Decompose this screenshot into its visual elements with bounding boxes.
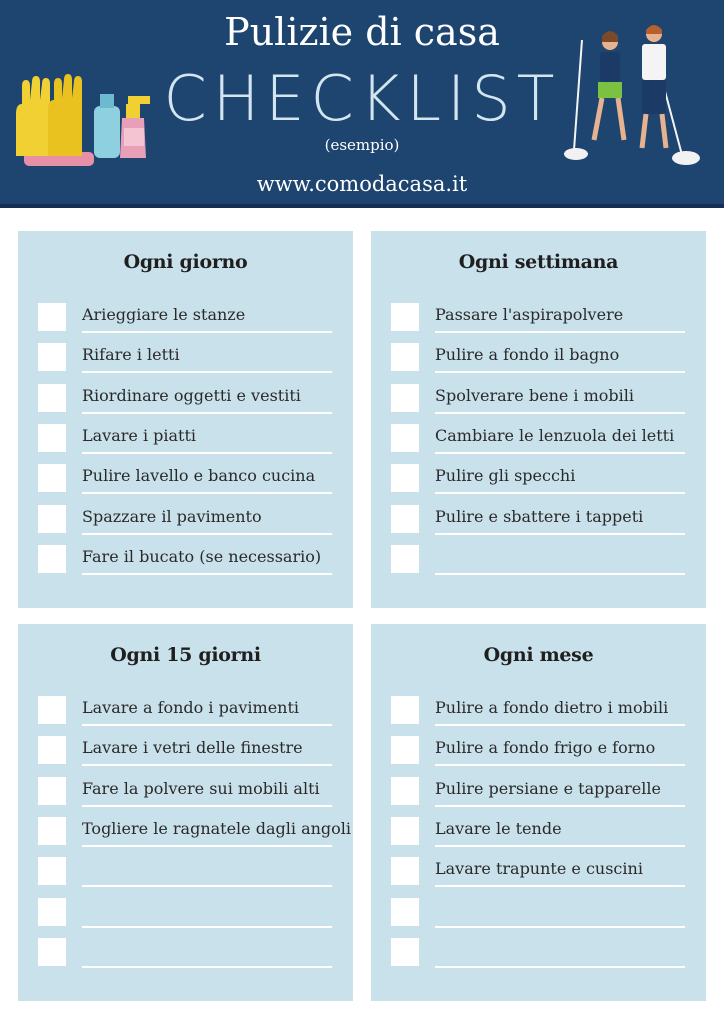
checkbox[interactable] — [38, 384, 66, 412]
underline-divider — [435, 492, 685, 494]
underline-divider — [435, 926, 685, 928]
underline-divider — [82, 805, 332, 807]
underline-divider — [435, 885, 685, 887]
section-card-ogni-15-giorni — [18, 624, 353, 1001]
item-label: Rifare i letti — [82, 345, 180, 364]
item-label: Cambiare le lenzuola dei letti — [435, 426, 675, 445]
item-label: Arieggiare le stanze — [82, 305, 246, 324]
underline-divider — [82, 533, 332, 535]
underline-divider — [435, 331, 685, 333]
item-label: Spazzare il pavimento — [82, 507, 262, 526]
checkbox[interactable] — [391, 464, 419, 492]
checkbox[interactable] — [38, 424, 66, 452]
subtitle: (esempio) — [324, 136, 400, 154]
header-banner — [0, 0, 724, 208]
underline-divider — [435, 573, 685, 575]
checkbox[interactable] — [391, 545, 419, 573]
section-title: Ogni mese — [483, 644, 594, 666]
item-label: Pulire gli specchi — [435, 466, 576, 485]
underline-divider — [82, 724, 332, 726]
item-label: Togliere le ragnatele dagli angoli — [82, 819, 352, 838]
underline-divider — [82, 412, 332, 414]
checkbox[interactable] — [391, 424, 419, 452]
checkbox[interactable] — [38, 736, 66, 764]
item-label: Lavare i piatti — [82, 426, 197, 445]
checkbox[interactable] — [391, 696, 419, 724]
underline-divider — [435, 412, 685, 414]
checkbox[interactable] — [38, 777, 66, 805]
item-label: Fare la polvere sui mobili alti — [82, 779, 320, 798]
item-label: Pulire e sbattere i tappeti — [435, 507, 644, 526]
item-label: Pulire persiane e tapparelle — [435, 779, 661, 798]
checkbox[interactable] — [38, 898, 66, 926]
checkbox[interactable] — [391, 817, 419, 845]
checkbox[interactable] — [391, 303, 419, 331]
section-title: Ogni 15 giorni — [110, 644, 261, 666]
item-label: Lavare le tende — [435, 819, 562, 838]
underline-divider — [82, 885, 332, 887]
section-card-ogni-mese — [371, 624, 706, 1001]
checkbox[interactable] — [391, 736, 419, 764]
checkbox[interactable] — [38, 545, 66, 573]
item-label: Lavare i vetri delle finestre — [82, 738, 303, 757]
underline-divider — [435, 371, 685, 373]
people-cleaning-illustration — [562, 20, 712, 184]
underline-divider — [435, 764, 685, 766]
underline-divider — [435, 533, 685, 535]
item-label: Lavare trapunte e cuscini — [435, 859, 643, 878]
item-label: Fare il bucato (se necessario) — [82, 547, 322, 566]
checkbox[interactable] — [391, 938, 419, 966]
underline-divider — [435, 452, 685, 454]
underline-divider — [82, 492, 332, 494]
checkbox[interactable] — [391, 898, 419, 926]
item-label: Pulire a fondo il bagno — [435, 345, 620, 364]
item-label: Lavare a fondo i pavimenti — [82, 698, 300, 717]
checkbox[interactable] — [38, 857, 66, 885]
page-title: Pulizie di casa — [224, 10, 500, 54]
item-label: Riordinare oggetti e vestiti — [82, 386, 301, 405]
underline-divider — [435, 845, 685, 847]
checkbox[interactable] — [391, 505, 419, 533]
item-label: Passare l'aspirapolvere — [435, 305, 624, 324]
section-title: Ogni settimana — [458, 251, 619, 273]
item-label: Pulire a fondo frigo e forno — [435, 738, 656, 757]
underline-divider — [82, 573, 332, 575]
underline-divider — [82, 371, 332, 373]
underline-divider — [82, 331, 332, 333]
checkbox[interactable] — [391, 857, 419, 885]
underline-divider — [435, 724, 685, 726]
checkbox[interactable] — [38, 696, 66, 724]
checkbox[interactable] — [38, 303, 66, 331]
section-card-ogni-settimana — [371, 231, 706, 608]
section-title: Ogni giorno — [123, 251, 248, 273]
underline-divider — [435, 966, 685, 968]
checkbox[interactable] — [391, 384, 419, 412]
underline-divider — [82, 452, 332, 454]
checkbox[interactable] — [391, 777, 419, 805]
checkbox[interactable] — [38, 505, 66, 533]
item-label: Spolverare bene i mobili — [435, 386, 635, 405]
checkbox[interactable] — [38, 938, 66, 966]
underline-divider — [82, 764, 332, 766]
checkbox[interactable] — [38, 464, 66, 492]
item-label: Pulire a fondo dietro i mobili — [435, 698, 669, 717]
item-label: Pulire lavello e banco cucina — [82, 466, 316, 485]
checklist-heading: CHECKLIST — [163, 62, 561, 135]
section-card-ogni-giorno — [18, 231, 353, 608]
website-link[interactable]: www.comodacasa.it — [256, 172, 468, 196]
checkbox[interactable] — [38, 817, 66, 845]
checkbox[interactable] — [38, 343, 66, 371]
underline-divider — [82, 926, 332, 928]
underline-divider — [82, 966, 332, 968]
underline-divider — [435, 805, 685, 807]
underline-divider — [82, 845, 332, 847]
checkbox[interactable] — [391, 343, 419, 371]
